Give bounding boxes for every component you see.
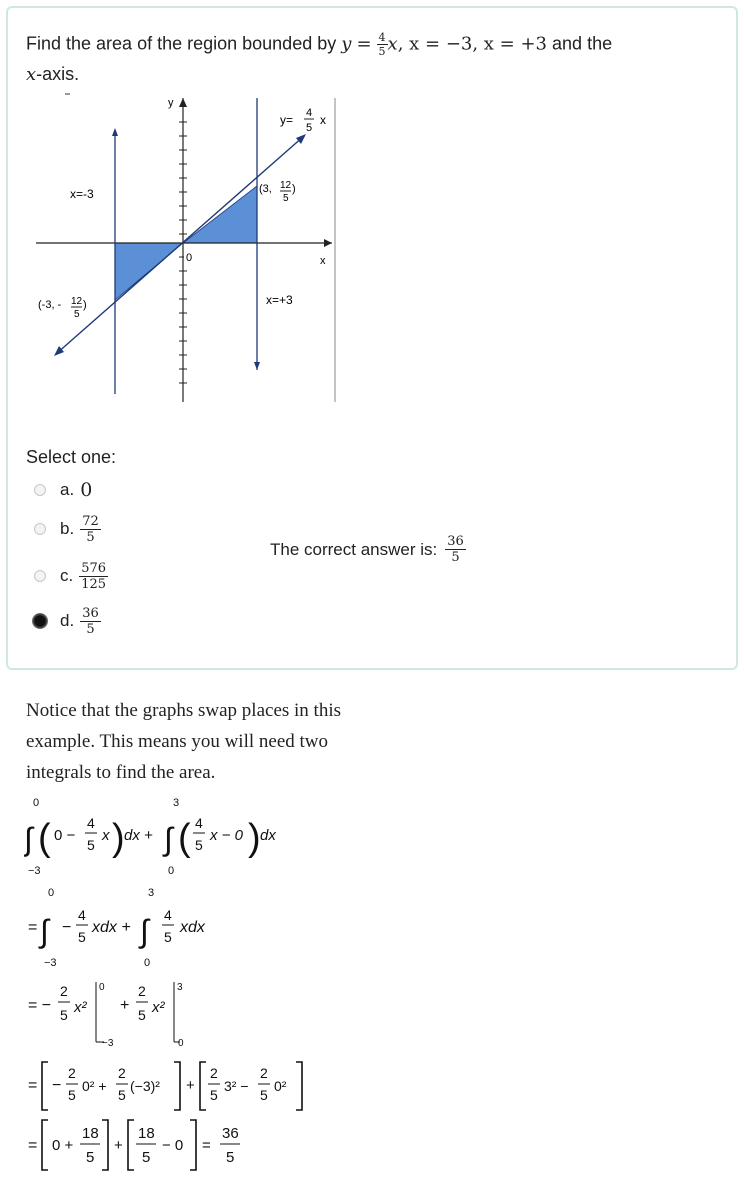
step1-int2-dx: dx — [260, 827, 276, 844]
step1-int1-dx: dx + — [124, 827, 153, 844]
correct-answer-den: 5 — [451, 550, 460, 565]
option-b-radio[interactable] — [34, 523, 46, 535]
option-c[interactable] — [34, 560, 108, 592]
option-b-letter: b. — [60, 519, 75, 538]
option-a-letter: a. — [60, 480, 75, 499]
step5-equals: = — [28, 1137, 38, 1154]
option-c-radio[interactable] — [34, 570, 46, 582]
step4-bracket-open-1 — [42, 1062, 48, 1110]
step3-lower2: 0 — [178, 1038, 184, 1049]
option-d-den: 5 — [86, 621, 95, 637]
step3-num1: 2 — [60, 983, 68, 999]
question-fraction — [377, 32, 388, 57]
question-prefix: Find the area of the region bounded by — [26, 33, 337, 54]
correct-answer — [270, 535, 466, 564]
step5-d3: 5 — [226, 1149, 235, 1166]
right-line-label: x=+3 — [266, 293, 293, 307]
step2-int2-lower: 0 — [144, 957, 151, 969]
correct-answer-label: The correct answer is: — [270, 539, 438, 559]
question-axis-var: x — [26, 64, 37, 85]
step4-bracket-close-2 — [296, 1062, 302, 1110]
step2-int1-lower: −3 — [44, 957, 57, 969]
question-equals: = — [356, 33, 372, 55]
step1-int1-b: x — [102, 827, 110, 844]
step2-den1: 5 — [78, 929, 86, 945]
option-a[interactable] — [34, 474, 92, 506]
solution-step-3 — [24, 972, 284, 1058]
step1-int1-num: 4 — [87, 815, 95, 831]
line-label-frac-num: 4 — [306, 107, 313, 119]
step4-t2: (−3)² — [130, 1078, 160, 1094]
step3-plus: + — [120, 997, 130, 1014]
option-c-den: 125 — [81, 576, 107, 592]
step4-n4: 2 — [260, 1065, 268, 1081]
step3-upper1: 0 — [99, 982, 105, 993]
step1-paren-close-2: ) — [248, 817, 261, 859]
option-a-value: 0 — [80, 479, 93, 501]
step1-integral-1: ∫ — [24, 821, 33, 857]
step3-upper2: 3 — [177, 982, 183, 993]
option-d-num: 36 — [82, 605, 99, 621]
step2-den2: 5 — [164, 929, 172, 945]
step3-lower1: −3 — [102, 1038, 114, 1049]
step3-den1: 5 — [60, 1007, 68, 1023]
step4-bracket-open-2 — [200, 1062, 206, 1110]
line-label-prefix: y= — [280, 113, 294, 127]
option-c-letter: c. — [60, 566, 74, 585]
question-and-the: and the — [552, 33, 613, 54]
step4-plus: + — [186, 1077, 195, 1094]
step4-t3: 3² − — [224, 1078, 249, 1094]
solution-step-4 — [24, 1058, 334, 1114]
solution-intro-line2: example. This means you will need two — [26, 731, 329, 752]
step1-int1-den: 5 — [87, 837, 95, 853]
step1-int1-a: 0 − — [54, 827, 76, 844]
step2-xdx2: xdx — [180, 919, 205, 936]
step1-integral-2: ∫ — [164, 821, 173, 857]
select-one-label: Select one: — [26, 447, 117, 467]
step2-minus: − — [62, 919, 72, 936]
question-text — [26, 32, 612, 57]
step4-equals: = — [28, 1077, 38, 1094]
option-b-num: 72 — [82, 513, 99, 529]
question-conditions: , x = −3, x = +3 — [397, 33, 548, 55]
step1-int2-upper: 3 — [173, 797, 180, 809]
step5-d1: 5 — [86, 1149, 95, 1166]
question-text-line2 — [26, 64, 79, 85]
correct-answer-num: 36 — [447, 534, 464, 549]
question-x-var: x — [387, 33, 398, 55]
step2-integral-2: ∫ — [140, 913, 149, 949]
step1-int2-num: 4 — [195, 815, 203, 831]
origin-label: 0 — [186, 252, 193, 264]
step4-minus: − — [52, 1077, 62, 1094]
point-right-close: ) — [292, 183, 296, 195]
line-label-var: x — [320, 113, 326, 127]
point-left-prefix: (-3, - — [38, 299, 62, 311]
step4-n2: 2 — [118, 1065, 126, 1081]
step5-bracket-open-1 — [42, 1120, 48, 1170]
option-d-radio-selected[interactable] — [32, 613, 48, 629]
step1-int2-b: x − 0 — [210, 827, 243, 844]
step4-n1: 2 — [68, 1065, 76, 1081]
line-label-frac-den: 5 — [306, 122, 313, 134]
solution-intro-line3: integrals to find the area. — [26, 762, 216, 783]
point-right-den: 5 — [283, 193, 289, 204]
graph-background — [30, 92, 340, 404]
step2-integral-1: ∫ — [40, 913, 49, 949]
step4-d2: 5 — [118, 1087, 126, 1103]
step3-num2: 2 — [138, 983, 146, 999]
x-axis-label: x — [320, 255, 326, 267]
step1-int1-lower: −3 — [28, 865, 41, 877]
step5-plus: + — [114, 1137, 123, 1154]
solution-step-1 — [24, 790, 324, 878]
point-left-close: ) — [83, 299, 87, 311]
step3-equals: = − — [28, 997, 52, 1014]
point-right-prefix: (3, — [259, 183, 272, 195]
point-left-den: 5 — [74, 309, 80, 320]
point-left-num: 12 — [71, 296, 83, 307]
step1-int2-den: 5 — [195, 837, 203, 853]
region-graph — [30, 92, 340, 404]
step5-equals-2: = — [202, 1137, 211, 1154]
solution-step-2 — [24, 880, 324, 970]
step1-paren-open-2: ( — [178, 817, 191, 859]
step4-bracket-close-1 — [174, 1062, 180, 1110]
step2-num1: 4 — [78, 907, 86, 923]
option-b-den: 5 — [86, 529, 95, 545]
step5-zero-plus: 0 + — [52, 1137, 74, 1154]
step5-bracket-open-2 — [128, 1120, 134, 1170]
step5-bracket-close-2 — [190, 1120, 196, 1170]
option-b[interactable] — [34, 513, 101, 545]
step5-bracket-close-1 — [102, 1120, 108, 1170]
step4-d3: 5 — [210, 1087, 218, 1103]
step5-d2: 5 — [142, 1149, 151, 1166]
option-c-fraction — [79, 562, 108, 591]
step2-equals: = — [28, 919, 38, 936]
step2-xdx1: xdx + — [92, 919, 131, 936]
option-b-fraction — [80, 515, 101, 544]
step5-minus0: − 0 — [162, 1137, 184, 1154]
solution-intro-line1: Notice that the graphs swap places in this — [26, 700, 342, 721]
step4-n3: 2 — [210, 1065, 218, 1081]
option-d-fraction — [80, 607, 101, 636]
step2-int1-upper: 0 — [48, 887, 55, 899]
step3-den2: 5 — [138, 1007, 146, 1023]
step4-t4: 0² — [274, 1078, 287, 1094]
question-y-var: y — [341, 33, 352, 55]
option-a-radio[interactable] — [34, 484, 46, 496]
step5-n1: 18 — [82, 1125, 99, 1142]
solution-step-5 — [24, 1116, 284, 1174]
step4-d1: 5 — [68, 1087, 76, 1103]
step4-d4: 5 — [260, 1087, 268, 1103]
option-d-letter: d. — [60, 611, 75, 630]
question-frac-den: 5 — [378, 45, 386, 58]
step3-x2: x² — [152, 999, 165, 1016]
step5-n2: 18 — [138, 1125, 155, 1142]
step5-n3: 36 — [222, 1125, 239, 1142]
step4-t1: 0² + — [82, 1078, 107, 1094]
question-frac-num: 4 — [378, 31, 386, 44]
left-line-label: x=-3 — [70, 187, 94, 201]
point-right-num: 12 — [280, 180, 292, 191]
step1-int1-upper: 0 — [33, 797, 40, 809]
step1-paren-close-1: ) — [112, 817, 125, 859]
option-d[interactable] — [34, 605, 101, 637]
step3-x1: x² — [74, 999, 87, 1016]
y-axis-label: y — [168, 97, 174, 109]
option-c-num: 576 — [81, 560, 107, 576]
step2-num2: 4 — [164, 907, 172, 923]
question-axis-suffix: -axis. — [36, 64, 80, 84]
correct-answer-fraction — [445, 535, 466, 564]
step1-paren-open-1: ( — [38, 817, 51, 859]
step1-int2-lower: 0 — [168, 865, 175, 877]
step2-int2-upper: 3 — [148, 887, 155, 899]
